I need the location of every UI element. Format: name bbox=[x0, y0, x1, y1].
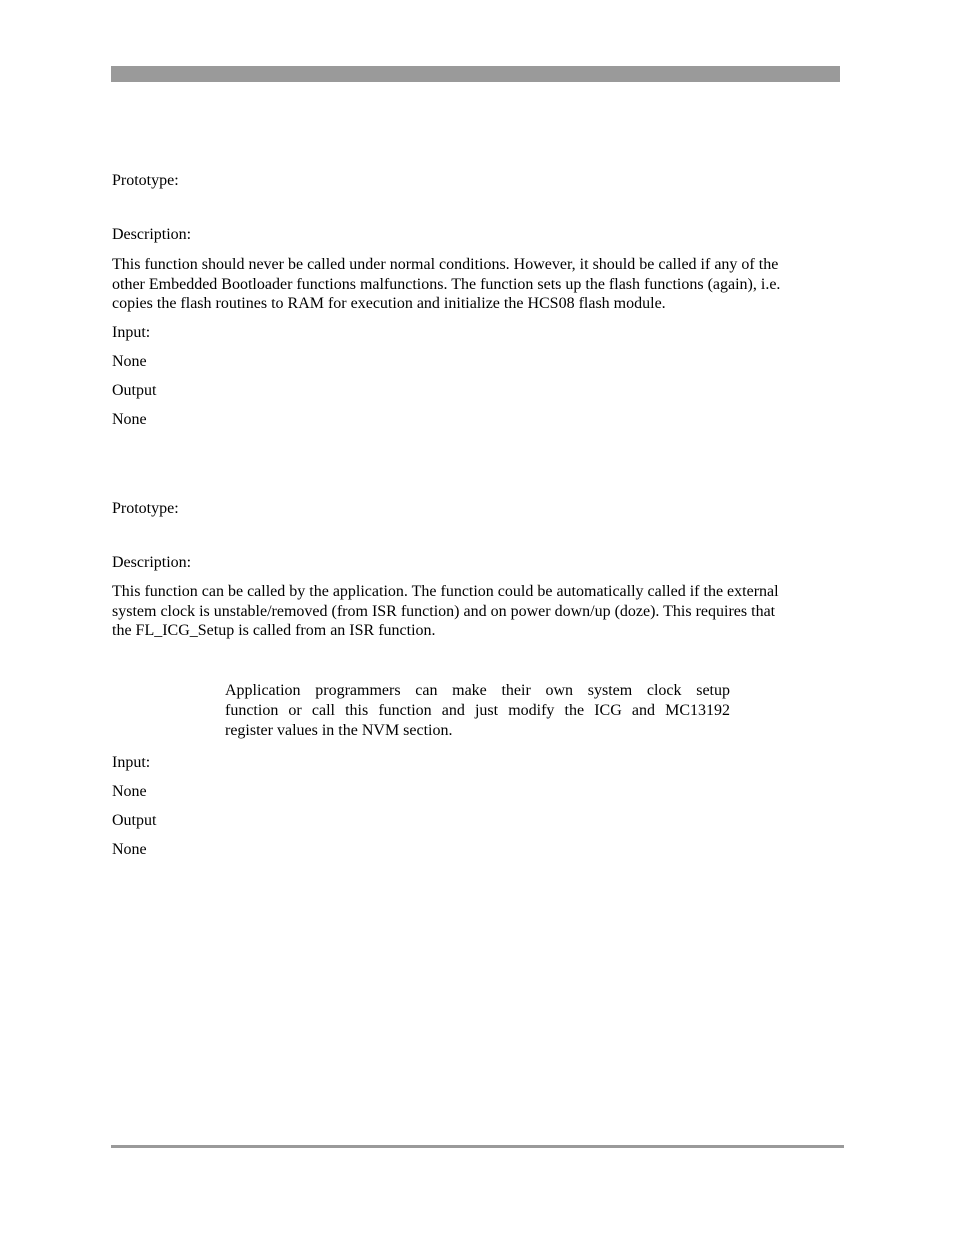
header-bar bbox=[111, 66, 840, 82]
description-line: system clock is unstable/removed (from ISR function) and on power down/up (doze). This requires that bbox=[112, 602, 776, 620]
input-value: None bbox=[112, 353, 147, 370]
output-value: None bbox=[112, 841, 147, 858]
input-label: Input: bbox=[112, 324, 151, 341]
note-line: Application programmers can make their own system clock setup bbox=[225, 682, 730, 699]
output-label: Output bbox=[112, 382, 157, 399]
description-line: the FL_ICG_Setup is called from an ISR function. bbox=[112, 622, 436, 639]
description-line: This function should never be called under normal conditions. However, it should be called if any of the bbox=[112, 256, 779, 273]
description-paragraph bbox=[112, 255, 834, 314]
footer-rule bbox=[111, 1145, 844, 1148]
input-value: None bbox=[112, 783, 147, 800]
description-line: This function can be called by the application. The function could be automatically called if the external bbox=[112, 583, 779, 600]
prototype-label: Prototype: bbox=[112, 172, 179, 189]
output-label: Output bbox=[112, 812, 157, 829]
input-label: Input: bbox=[112, 754, 151, 771]
output-value: None bbox=[112, 411, 147, 428]
description-paragraph bbox=[112, 582, 834, 641]
description-line: other Embedded Bootloader functions malfunctions. The function sets up the flash functions (again), i.e. bbox=[112, 275, 781, 293]
description-line: copies the flash routines to RAM for execution and initialize the HCS08 flash module. bbox=[112, 295, 666, 312]
description-label: Description: bbox=[112, 554, 192, 571]
description-label: Description: bbox=[112, 226, 192, 243]
note-line: register values in the NVM section. bbox=[225, 722, 453, 739]
prototype-label: Prototype: bbox=[112, 500, 179, 517]
note-line: function or call this function and just modify the ICG and MC13192 bbox=[225, 702, 730, 719]
note-paragraph bbox=[225, 681, 730, 741]
